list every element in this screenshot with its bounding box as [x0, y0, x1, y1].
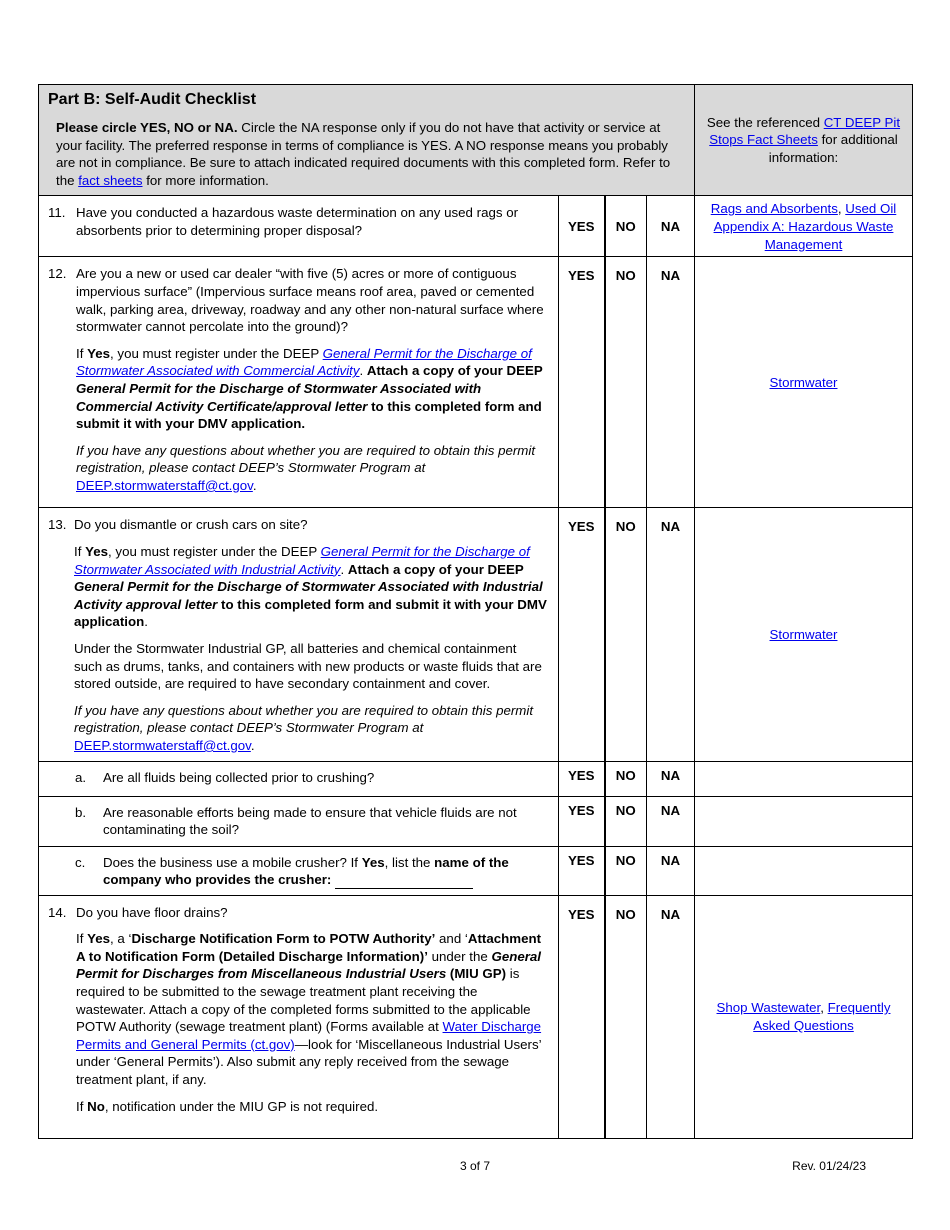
- q13a-yes[interactable]: YES: [559, 761, 605, 796]
- q12-links: [695, 257, 913, 508]
- q11-no[interactable]: NO: [605, 196, 647, 257]
- instructions: Please circle YES, NO or NA. Circle the NA response only if you do not have that activity or service at your facility. The preferred response in terms of compliance is YES. A NO response means you probably are not in compliance. Be sure to attach indicated required documents with this completed form. Refer to the fact sheets for more information.: [56, 120, 671, 188]
- question-11: 11. Have you conducted a hazardous waste determination on any used rags or absorbents prior to determining proper disposal?: [39, 196, 559, 257]
- q11-links: Rags and Absorbents, Used Oil Appendix A: Hazardous Waste Management: [695, 196, 913, 257]
- q13b-no[interactable]: NO: [605, 796, 647, 846]
- q13c-na[interactable]: NA: [647, 846, 695, 895]
- q12-na[interactable]: NA: [647, 257, 695, 508]
- q13a-na[interactable]: NA: [647, 761, 695, 796]
- q13-na[interactable]: NA: [647, 508, 695, 761]
- commercial-permit-link[interactable]: General Permit for the Discharge of Stormwater Associated with Commercial Activity: [76, 345, 532, 379]
- checklist-header: [39, 85, 695, 196]
- water-discharge-permits-link[interactable]: Water Discharge Permits and General Permits (ct.gov): [76, 1019, 542, 1052]
- pit-stops-link[interactable]: CT DEEP Pit Stops Fact Sheets: [709, 114, 901, 148]
- question-13c-row: c. Does the business use a mobile crusher? If Yes, list the name of the company who provides the crusher: YES NO NA: [39, 846, 913, 895]
- q13-no[interactable]: NO: [605, 508, 647, 761]
- q12-no[interactable]: NO: [605, 257, 647, 508]
- faq-link[interactable]: Frequently Asked Questions: [753, 1000, 891, 1033]
- q13a-no[interactable]: NO: [605, 761, 647, 796]
- q11-yes[interactable]: YES: [559, 196, 605, 257]
- q14-yes[interactable]: YES: [559, 895, 605, 1138]
- q13-links: [695, 508, 913, 761]
- industrial-permit-link[interactable]: General Permit for the Discharge of Stormwater Associated with Industrial Activity: [74, 543, 530, 577]
- rags-absorbents-link[interactable]: Rags and Absorbents: [710, 201, 838, 217]
- q13-yes[interactable]: YES: [559, 508, 605, 761]
- question-14: 14. Do you have floor drains? If Yes, a ‘Discharge Notification Form to POTW Authority’ and ‘Attachment A to Notification Form (Detailed Discharge Information)’ under the General Permit for Discharges from Miscellaneous Industrial Users (MIU GP) is required to be submitted to the sewage treatment plant receiving the wastewater. Attach a copy of the completed forms submitted to the applicable POTW Authority (sewage treatment plant) (Forms available at Water Discharge Permits and General Permits (ct.gov)—look for ‘Miscellaneous Industrial Users’ under ‘General Permits’). Also submit any reply received from the sewage treatment plant, if any. If No, notification under the MIU GP is not required.: [39, 895, 559, 1138]
- question-13a-row: a. Are all fluids being collected prior to crushing? YES NO NA: [39, 761, 913, 796]
- question-13b-row: b. Are reasonable efforts being made to ensure that vehicle fluids are not contaminating the soil? YES NO NA: [39, 796, 913, 846]
- q13b-yes[interactable]: YES: [559, 796, 605, 846]
- used-oil-link[interactable]: Used Oil: [845, 201, 897, 217]
- question-12: 12. Are you a new or used car dealer “with five (5) acres or more of contiguous impervious surface” (Impervious surface means roof area, paved or cemented walk, parking area, driveway, roadway and any other non-natural surface where stormwater cannot percolate into the ground)? If Yes, you must register under the DEEP General Permit for the Discharge of Stormwater Associated with Commercial Activity. Attach a copy of your DEEP General Permit for the Discharge of Stormwater Associated with Commercial Activity Certificate/approval letter to this completed form and submit it with your DMV application. If you have any questions about whether you are required to obtain this permit registration, please contact DEEP’s Stormwater Program at DEEP.stormwaterstaff@ct.gov.: [39, 257, 559, 508]
- question-12-row: [39, 257, 913, 508]
- q14-no[interactable]: NO: [605, 895, 647, 1138]
- q14-links: Shop Wastewater, Frequently Asked Questions: [695, 895, 913, 1138]
- stormwater-email-link-2[interactable]: DEEP.stormwaterstaff@ct.gov: [74, 737, 251, 753]
- shop-wastewater-link[interactable]: Shop Wastewater: [716, 1000, 821, 1016]
- reference-header: See the referenced CT DEEP Pit Stops Fact Sheets for additional information:: [695, 85, 913, 196]
- hazardous-waste-link[interactable]: Appendix A: Hazardous Waste Management: [713, 218, 894, 252]
- stormwater-email-link[interactable]: DEEP.stormwaterstaff@ct.gov: [76, 477, 253, 493]
- q13b-na[interactable]: NA: [647, 796, 695, 846]
- revision-date: Rev. 01/24/23: [792, 1159, 866, 1173]
- q12-yes[interactable]: YES: [559, 257, 605, 508]
- q14-na[interactable]: NA: [647, 895, 695, 1138]
- crusher-company-field[interactable]: [335, 874, 473, 889]
- self-audit-table: [38, 84, 913, 1139]
- stormwater-link[interactable]: Stormwater: [769, 374, 838, 390]
- question-13: 13. Do you dismantle or crush cars on site? If Yes, you must register under the DEEP General Permit for the Discharge of Stormwater Associated with Industrial Activity. Attach a copy of your DEEP General Permit for the Discharge of Stormwater Associated with Industrial Activity approval letter to this completed form and submit it with your DMV application. Under the Stormwater Industrial GP, all batteries and chemical containment such as drums, tanks, and containers with new products or waste fluids that are stored outside, are required to have secondary containment and cover. If you have any questions about whether you are required to obtain this permit registration, please contact DEEP’s Stormwater Program at DEEP.stormwaterstaff@ct.gov.: [39, 508, 559, 761]
- page-number: 3 of 7: [459, 1159, 491, 1173]
- question-11-row: [39, 196, 913, 257]
- q11-na[interactable]: NA: [647, 196, 695, 257]
- q13c-no[interactable]: NO: [605, 846, 647, 895]
- q13c-yes[interactable]: YES: [559, 846, 605, 895]
- question-13-row: [39, 508, 913, 761]
- stormwater-link-2[interactable]: Stormwater: [769, 626, 838, 642]
- question-14-row: [39, 895, 913, 1138]
- part-title: Part B: Self-Audit Checklist: [48, 91, 257, 108]
- fact-sheets-link[interactable]: fact sheets: [78, 172, 143, 188]
